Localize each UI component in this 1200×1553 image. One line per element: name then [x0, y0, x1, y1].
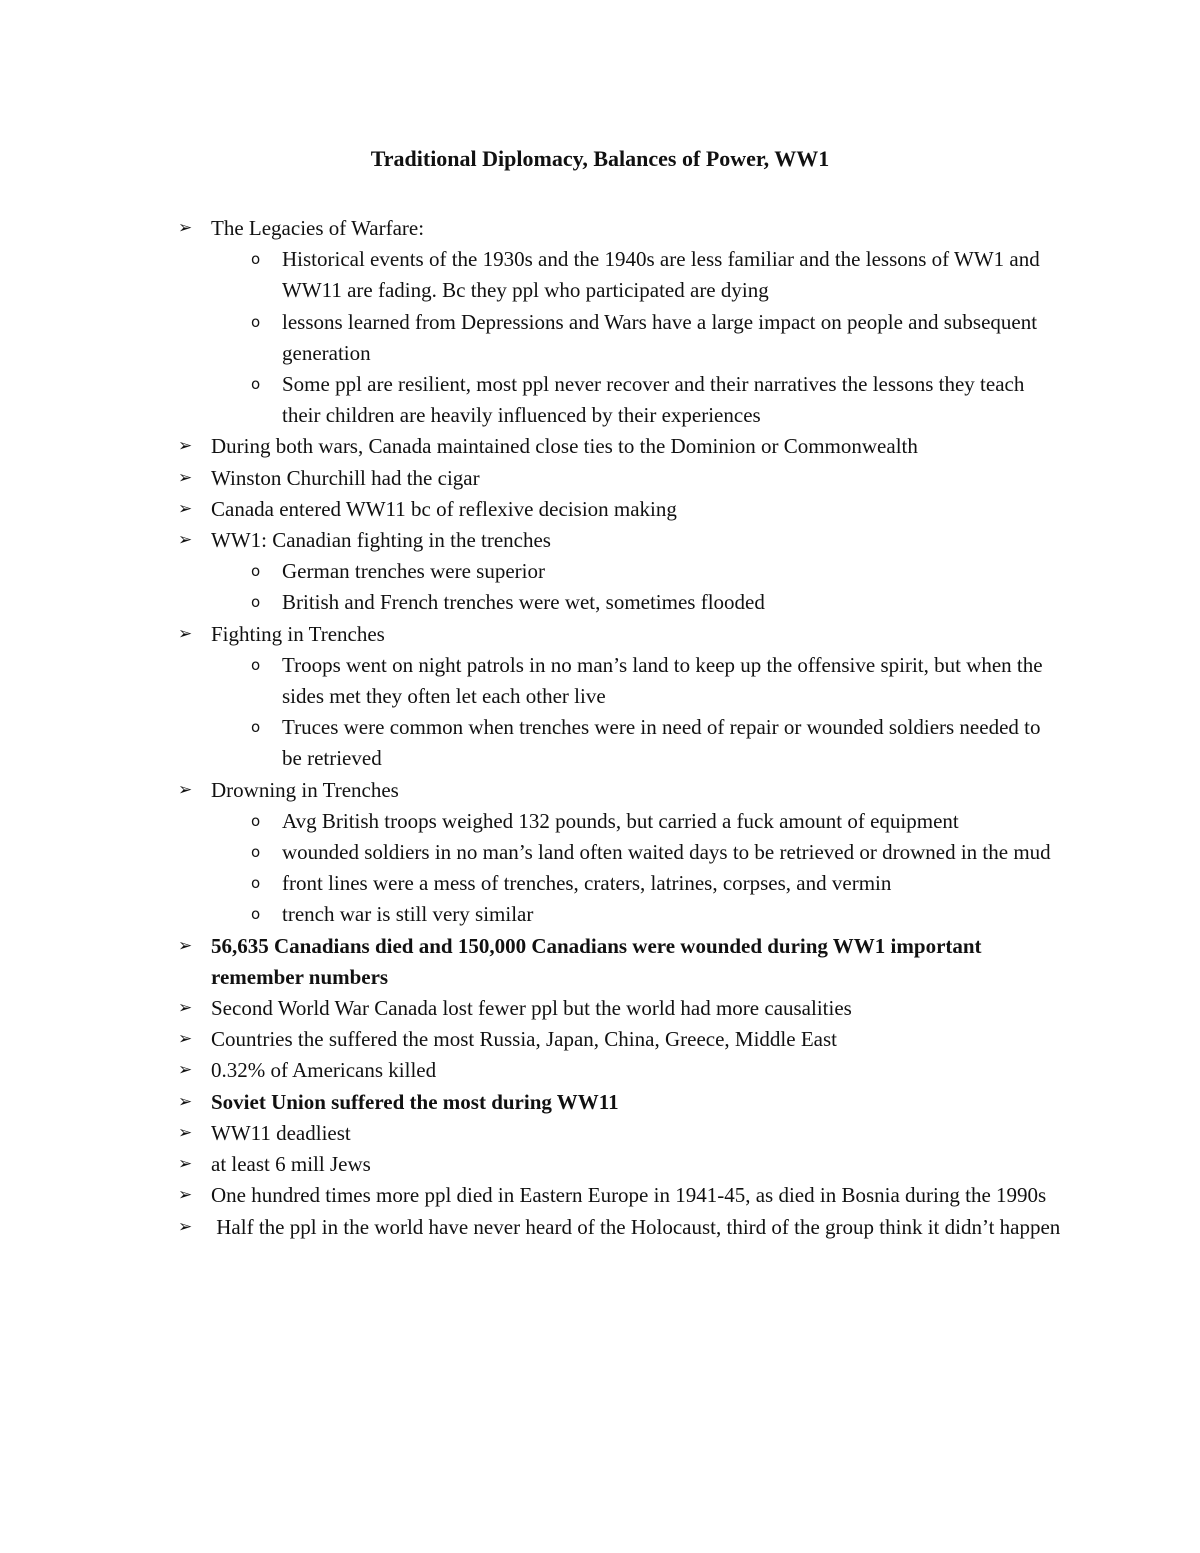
sub-bullet-item — [0, 712, 1062, 774]
bullet-item — [0, 431, 1061, 462]
bullet-item — [0, 213, 1061, 244]
sub-bullet-item — [0, 369, 1062, 431]
item-text: Troops went on night patrols in no man’s land to keep up the offensive spirit, but when the sides met they often let each other live — [282, 652, 1048, 709]
arrow-bullet-icon: ➢ — [178, 1029, 193, 1050]
bullet-item — [0, 993, 1061, 1024]
circle-bullet-icon: o — [251, 811, 261, 830]
item-text: WW11 deadliest — [211, 1120, 351, 1145]
item-text: Some ppl are resilient, most ppl never recover and their narratives the lessons they teach their children are heavily influenced by their experiences — [282, 372, 1030, 428]
item-text: WW1: Canadian fighting in the trenches — [211, 528, 551, 553]
bullet-item — [0, 775, 1061, 806]
bullet-item — [0, 619, 1061, 650]
item-text: British and French trenches were wet, sometimes flooded — [282, 590, 765, 615]
item-text: front lines were a mess of trenches, craters, latrines, corpses, and vermin — [282, 871, 892, 896]
bullet-item — [0, 1087, 1061, 1118]
arrow-bullet-icon: ➢ — [178, 1122, 193, 1143]
sub-bullet-item — [0, 244, 1062, 306]
arrow-bullet-icon: ➢ — [178, 1185, 193, 1206]
sub-bullet-item — [0, 806, 1062, 837]
bullet-item — [0, 1055, 1061, 1086]
item-text: lessons learned from Depressions and Wars have a large impact on people and subsequent generation — [282, 309, 1043, 365]
item-text: Second World War Canada lost fewer ppl but the world had more causalities — [211, 996, 852, 1021]
arrow-bullet-icon: ➢ — [178, 1216, 193, 1237]
circle-bullet-icon: o — [251, 843, 261, 862]
item-text: Countries the suffered the most Russia, Japan, China, Greece, Middle East — [211, 1027, 837, 1052]
item-text: The Legacies of Warfare: — [211, 216, 425, 240]
arrow-bullet-icon: ➢ — [178, 498, 193, 519]
item-text: During both wars, Canada maintained close ties to the Dominion or Commonwealth — [211, 434, 918, 459]
item-text: 56,635 Canadians died and 150,000 Canadians were wounded during WW1 important remember numbers — [211, 933, 987, 989]
circle-bullet-icon: o — [251, 905, 261, 924]
arrow-bullet-icon: ➢ — [178, 998, 193, 1019]
item-text: Avg British troops weighed 132 pounds, but carried a fuck amount of equipment — [282, 808, 959, 833]
arrow-bullet-icon: ➢ — [178, 779, 193, 800]
item-text: trench war is still very similar — [282, 902, 534, 927]
sub-bullet-item — [0, 307, 1062, 369]
arrow-bullet-icon: ➢ — [178, 530, 193, 551]
circle-bullet-icon: o — [251, 312, 261, 331]
circle-bullet-icon: o — [251, 718, 261, 737]
bullet-item — [0, 525, 1061, 556]
item-text: wounded soldiers in no man’s land often waited days to be retrieved or drowned in the mud — [282, 840, 1051, 865]
circle-bullet-icon: o — [251, 250, 261, 269]
item-text: Soviet Union suffered the most during WW11 — [211, 1089, 619, 1114]
circle-bullet-icon: o — [251, 655, 261, 674]
item-text: German trenches were superior — [282, 559, 545, 584]
bullet-item — [0, 463, 1061, 494]
item-text: Canada entered WW11 bc of reflexive decision making — [211, 496, 677, 521]
bullet-item — [0, 1118, 1061, 1149]
arrow-bullet-icon: ➢ — [178, 1060, 193, 1081]
item-text: One hundred times more ppl died in Eastern Europe in 1941-45, as died in Bosnia during the 1990s — [211, 1183, 1047, 1208]
sub-bullet-item — [0, 868, 1062, 899]
arrow-bullet-icon: ➢ — [178, 218, 193, 238]
item-text: Historical events of the 1930s and the 1940s are less familiar and the lessons of WW1 and WW11 are fading. Bc they ppl who participated are dying — [282, 247, 1045, 303]
bullet-item — [0, 1212, 1061, 1243]
sub-bullet-item — [0, 837, 1062, 868]
bullet-item — [0, 1024, 1061, 1055]
circle-bullet-icon: o — [251, 874, 261, 893]
item-text: Truces were common when trenches were in need of repair or wounded soldiers needed to be retrieved — [282, 715, 1046, 771]
circle-bullet-icon: o — [251, 562, 261, 581]
sub-bullet-item — [0, 587, 1062, 618]
arrow-bullet-icon: ➢ — [178, 935, 193, 956]
bullet-item — [0, 1149, 1061, 1180]
arrow-bullet-icon: ➢ — [178, 436, 193, 457]
document-title: Traditional Diplomacy, Balances of Power, WW1 — [370, 146, 830, 171]
bullet-item — [0, 931, 1061, 993]
bullet-item — [0, 1180, 1061, 1211]
sub-bullet-item — [0, 556, 1062, 587]
item-text: 0.32% of Americans killed — [211, 1058, 437, 1083]
arrow-bullet-icon: ➢ — [178, 1154, 193, 1175]
item-text: Drowning in Trenches — [211, 777, 399, 802]
sub-bullet-item — [0, 650, 1062, 712]
arrow-bullet-icon: ➢ — [178, 623, 193, 644]
item-text: at least 6 mill Jews — [211, 1152, 371, 1177]
item-text: Half the ppl in the world have never heard of the Holocaust, third of the group think it didn’t happen — [211, 1214, 1061, 1239]
item-text: Fighting in Trenches — [211, 621, 385, 646]
circle-bullet-icon: o — [251, 375, 261, 394]
sub-bullet-item — [0, 899, 1062, 930]
bullet-item — [0, 494, 1061, 525]
circle-bullet-icon: o — [251, 593, 261, 612]
arrow-bullet-icon: ➢ — [178, 1091, 193, 1112]
notes-list — [0, 213, 1200, 1243]
item-text: Winston Churchill had the cigar — [211, 465, 480, 490]
arrow-bullet-icon: ➢ — [178, 467, 193, 488]
